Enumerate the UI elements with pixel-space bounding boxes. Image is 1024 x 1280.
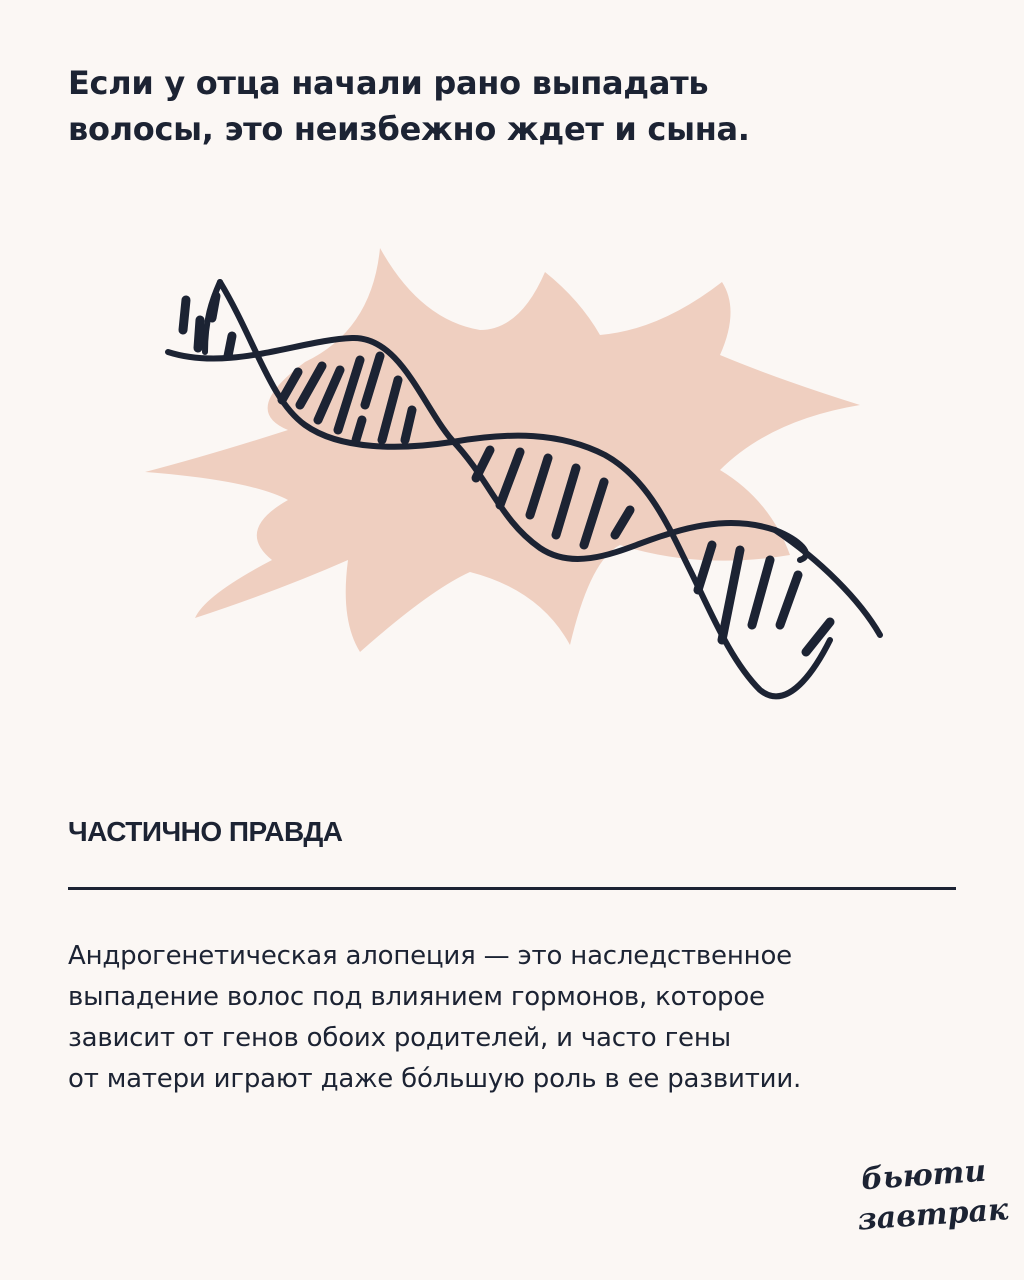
logo-line-1: бьюти — [860, 1153, 988, 1198]
explanation-line-3: зависит от генов обоих родителей, и часто гены — [68, 1023, 731, 1053]
logo-line-2: завтрак — [856, 1192, 1010, 1238]
divider — [68, 887, 956, 890]
explanation-line-4: от матери играют даже бо́льшую роль в ее развитии. — [68, 1064, 802, 1094]
explanation-line-2: выпадение волос под влиянием гормонов, которое — [68, 982, 765, 1012]
dna-illustration — [0, 230, 1024, 730]
burst-shape — [145, 248, 860, 652]
headline — [68, 60, 868, 152]
brand-logo — [850, 1148, 1010, 1248]
explanation-text — [68, 936, 968, 1100]
headline-line-1: Если у отца начали рано выпадать — [68, 64, 709, 102]
headline-line-2: волосы, это неизбежно ждет и сына. — [68, 110, 750, 148]
verdict-label: ЧАСТИЧНО ПРАВДА — [68, 816, 343, 847]
explanation-line-1: Андрогенетическая алопеция — это наследственное — [68, 941, 792, 971]
